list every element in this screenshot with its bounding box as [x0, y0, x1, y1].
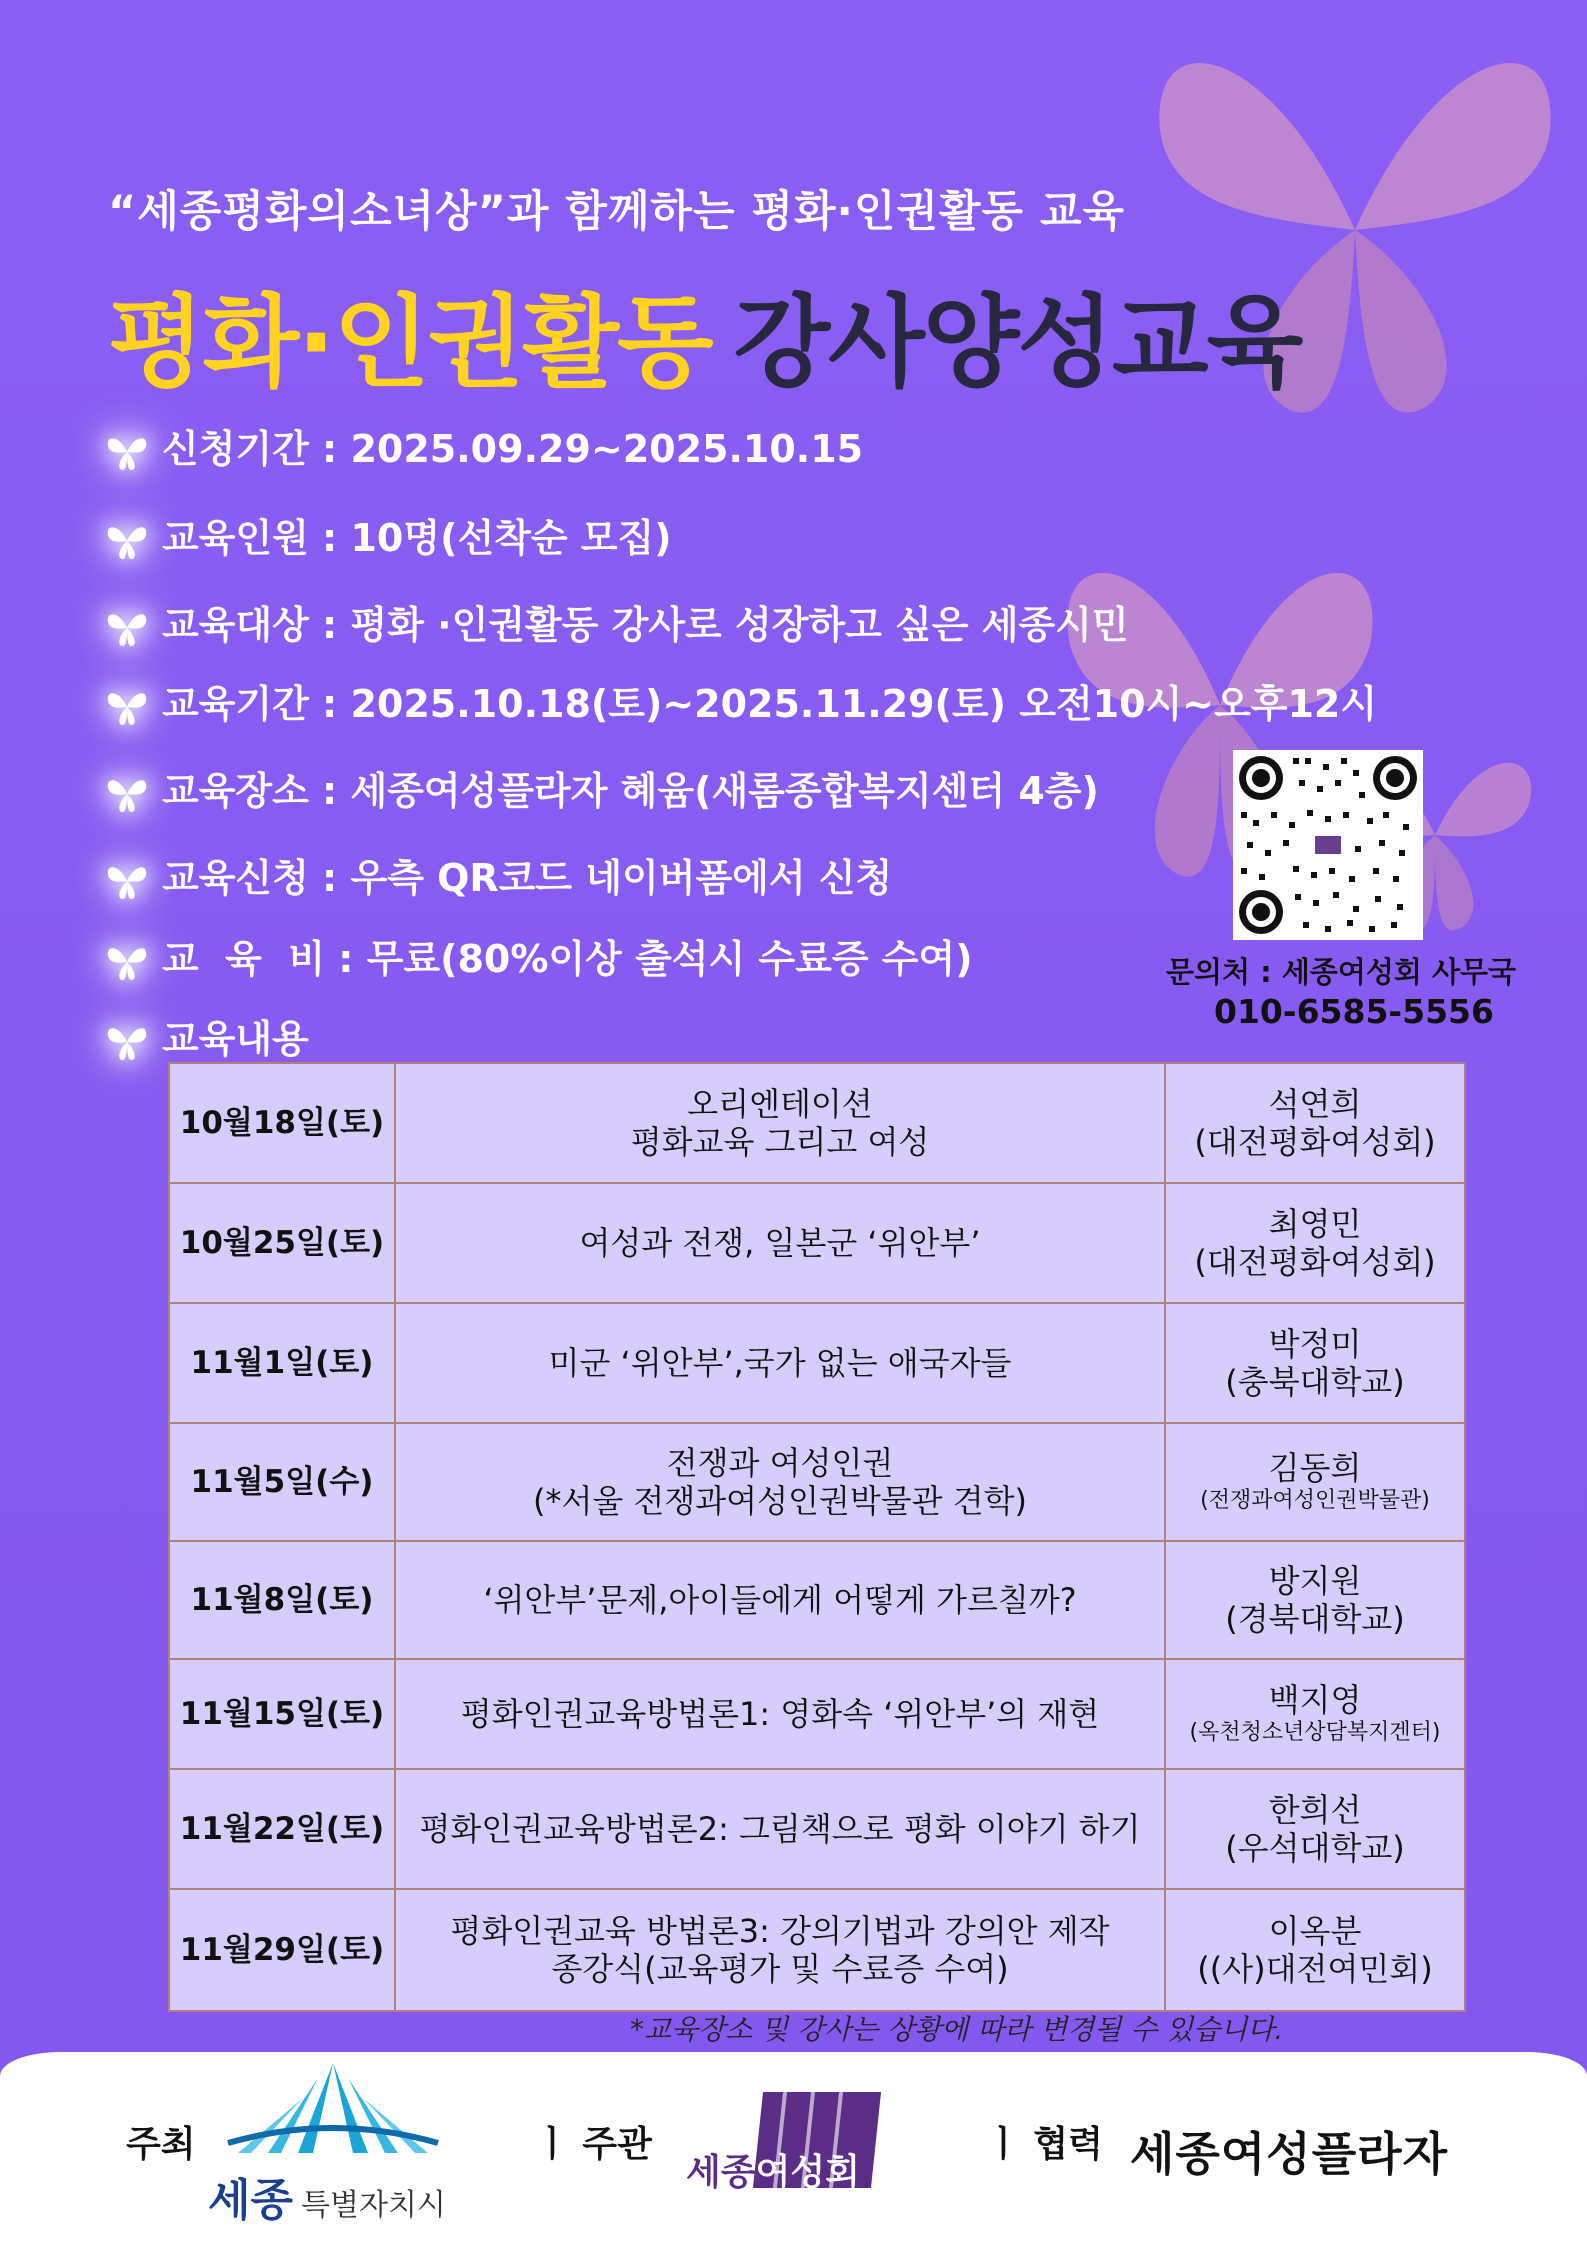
session-topic: ‘위안부’문제,아이들에게 어떻게 가르칠까?	[395, 1541, 1165, 1659]
poster-title	[108, 262, 1301, 406]
sejong-city-logo	[218, 2058, 448, 2158]
info-item-capacity	[104, 507, 672, 562]
session-date: 11월8일(토)	[169, 1541, 395, 1659]
session-date: 10월18일(토)	[169, 1063, 395, 1183]
info-item-target	[104, 594, 1129, 649]
session-topic: 오리엔테이션 평화교육 그리고 여성	[395, 1063, 1165, 1183]
session-date: 11월1일(토)	[169, 1303, 395, 1423]
poster-subtitle: “세종평화의소녀상”과 함께하는 평화·인권활동 교육	[108, 187, 1126, 237]
host-label: 주최	[126, 2124, 196, 2165]
session-instructor: 한희선 (우석대학교)	[1165, 1769, 1465, 1889]
table-row	[169, 1769, 1465, 1889]
session-date: 11월15일(토)	[169, 1659, 395, 1769]
session-topic: 평화인권교육 방법론3: 강의기법과 강의안 제작 종강식(교육평가 및 수료증 수여)	[395, 1889, 1165, 2011]
session-topic: 전쟁과 여성인권 (*서울 전쟁과여성인권박물관 견학)	[395, 1423, 1165, 1541]
session-instructor: 석연희 (대전평화여성회)	[1165, 1063, 1465, 1183]
partner-label: ㅣ 협력	[986, 2124, 1103, 2165]
session-topic: 평화인권교육방법론1: 영화속 ‘위안부’의 재현	[395, 1659, 1165, 1769]
footer-sponsors	[0, 2052, 1587, 2245]
session-instructor: 김동희 (전쟁과여성인권박물관)	[1165, 1423, 1465, 1541]
partner-name: 세종여성플라자	[1130, 2127, 1449, 2181]
info-text: 교육장소 : 세종여성플라자 혜윰(새롬종합복지센터 4층)	[162, 769, 1099, 813]
session-instructor: 백지영 (옥천청소년상담복지겐터)	[1165, 1659, 1465, 1769]
info-text: 교 육 비 : 무료(80%이상 출석시 수료증 수여)	[162, 937, 973, 981]
title-rest: 강사양성교육	[733, 284, 1302, 401]
session-date: 10월25일(토)	[169, 1183, 395, 1303]
table-row	[169, 1541, 1465, 1659]
butterfly-bullet-icon	[104, 687, 150, 727]
session-instructor: 방지원 (경북대학교)	[1165, 1541, 1465, 1659]
session-date: 11월29일(토)	[169, 1889, 395, 2011]
table-row	[169, 1423, 1465, 1541]
table-row	[169, 1063, 1465, 1183]
contact-phone[interactable]: 010-6585-5556	[1214, 992, 1494, 1031]
session-instructor: 이옥분 ((사)대전여민회)	[1165, 1889, 1465, 2011]
info-text: 교육기간 : 2025.10.18(토)~2025.11.29(토) 오전10시~오후12시	[162, 682, 1378, 726]
info-text: 교육신청 : 우측 QR코드 네이버폼에서 신청	[162, 856, 893, 900]
butterfly-bullet-icon	[104, 942, 150, 982]
info-item-apply	[104, 847, 892, 902]
butterfly-bullet-icon	[104, 1022, 150, 1062]
table-row	[169, 1659, 1465, 1769]
session-instructor: 박정미 (충북대학교)	[1165, 1303, 1465, 1423]
info-item-content	[104, 1008, 309, 1063]
organizer-label: ㅣ 주관	[535, 2124, 652, 2165]
session-date: 11월5일(수)	[169, 1423, 395, 1541]
organizer-name: 세종여성회	[686, 2152, 860, 2193]
info-text: 교육내용	[162, 1017, 309, 1061]
info-text: 교육인원 : 10명(선착순 모집)	[162, 516, 672, 560]
qr-code[interactable]	[1233, 750, 1423, 940]
table-row	[169, 1183, 1465, 1303]
table-row	[169, 1303, 1465, 1423]
butterfly-bullet-icon	[104, 432, 150, 472]
session-date: 11월22일(토)	[169, 1769, 395, 1889]
session-topic: 미군 ‘위안부’,국가 없는 애국자들	[395, 1303, 1165, 1423]
info-item-venue	[104, 760, 1099, 815]
session-topic: 여성과 전쟁, 일본군 ‘위안부’	[395, 1183, 1165, 1303]
host-name: 세종 특별자치시	[208, 2175, 446, 2226]
butterfly-bullet-icon	[104, 608, 150, 648]
session-instructor: 최영민 (대전평화여성회)	[1165, 1183, 1465, 1303]
info-item-duration	[104, 673, 1377, 728]
schedule-table	[168, 1062, 1466, 2012]
title-highlight: 평화·인권활동	[108, 284, 712, 401]
session-topic: 평화인권교육방법론2: 그림책으로 평화 이야기 하기	[395, 1769, 1165, 1889]
info-item-fee	[104, 928, 973, 983]
table-row	[169, 1889, 1465, 2011]
info-item-period	[104, 418, 863, 473]
butterfly-bullet-icon	[104, 521, 150, 561]
info-text: 신청기간 : 2025.09.29~2025.10.15	[162, 427, 864, 471]
butterfly-bullet-icon	[104, 774, 150, 814]
contact-label: 문의처 : 세종여성회 사무국	[1166, 955, 1517, 989]
info-text: 교육대상 : 평화 ·인권활동 강사로 성장하고 싶은 세종시민	[162, 603, 1129, 647]
change-notice: *교육장소 및 강사는 상황에 따라 변경될 수 있습니다.	[630, 2013, 1284, 2046]
butterfly-bullet-icon	[104, 861, 150, 901]
